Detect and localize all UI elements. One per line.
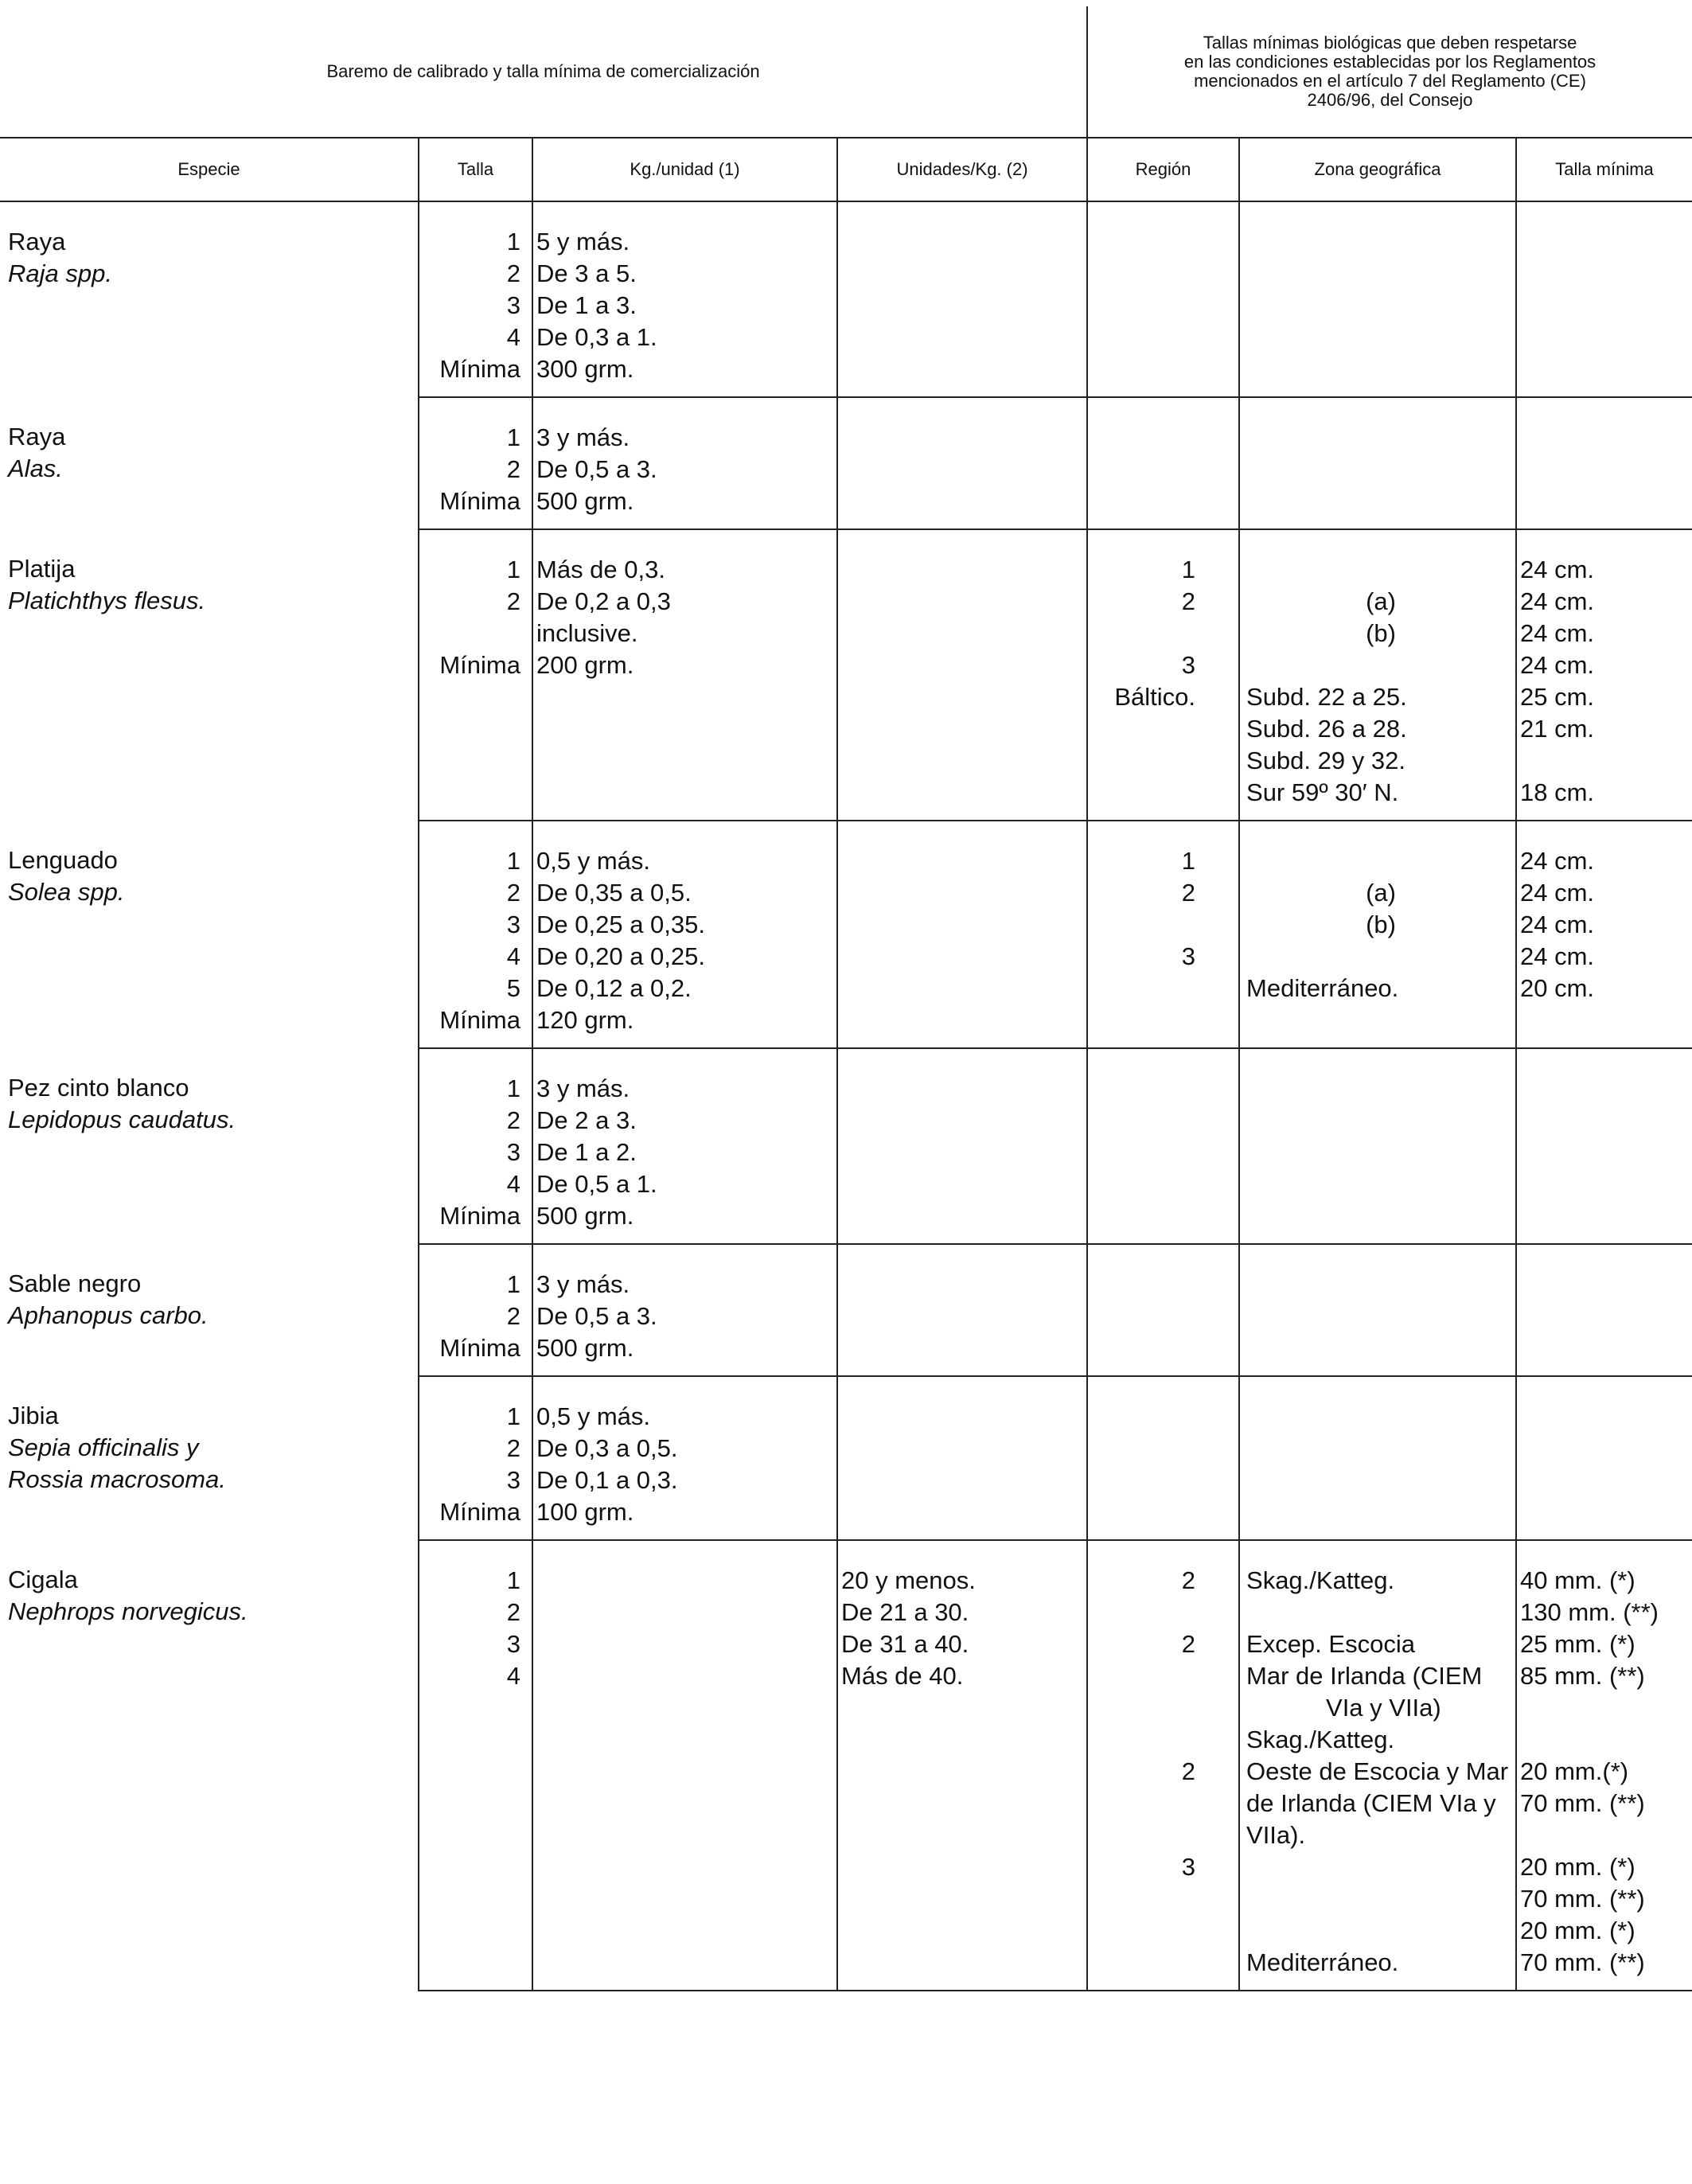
cell-region-line: [1088, 1819, 1195, 1851]
cell-talla: [419, 1540, 532, 1991]
cell-kg-unidad-line: 500 grm.: [536, 487, 634, 515]
cell-region-line: [1088, 1788, 1195, 1819]
species-common-name: Pez cinto blanco: [8, 1074, 189, 1102]
cell-zona: [1239, 201, 1516, 397]
species-scientific-name: Solea spp.: [8, 878, 125, 906]
cell-kg-unidad: [532, 201, 837, 397]
cell-kg-unidad-line: De 1 a 3.: [536, 291, 637, 319]
species-scientific-name: Sepia officinalis y: [8, 1433, 199, 1461]
cell-zona-line: (a): [1366, 587, 1396, 615]
cell-kg-unidad-line: De 0,5 a 1.: [536, 1170, 657, 1198]
species-scientific-name: Rossia macrosoma.: [8, 1465, 226, 1493]
cell-kg-unidad-line: 0,5 y más.: [536, 847, 650, 875]
cell-zona-line: Mediterráneo.: [1246, 1948, 1399, 1976]
cell-talla-line: 1: [506, 1270, 520, 1298]
cell-talla-minima-line: 130 mm. (**): [1520, 1598, 1659, 1626]
cell-unidades-kg-line: 20 y menos.: [841, 1566, 976, 1594]
species-scientific-name: Platichthys flesus.: [8, 587, 206, 614]
cell-talla-line: 1: [506, 1074, 520, 1102]
cell-talla: [419, 821, 532, 1048]
cell-talla-line: 3: [506, 291, 520, 319]
cell-kg-unidad: [532, 1048, 837, 1244]
cell-kg-unidad-line: [536, 777, 836, 809]
cell-especie: [0, 821, 419, 1048]
cell-talla-minima: [1516, 1540, 1692, 1991]
cell-region: [1087, 1048, 1239, 1244]
cell-talla-minima-line: 24 cm.: [1520, 587, 1595, 615]
cell-talla-line: [419, 681, 520, 713]
col-header-kg-unidad: Kg./unidad (1): [532, 138, 837, 201]
cell-kg-unidad-line: De 2 a 3.: [536, 1106, 637, 1134]
cell-zona-line: [1246, 554, 1515, 586]
cell-talla-minima-line: 24 cm.: [1520, 942, 1595, 970]
cell-kg-unidad: [532, 1244, 837, 1376]
cell-talla-line: [419, 618, 520, 649]
cell-unidades-kg: [837, 529, 1087, 821]
cell-talla-line: 2: [506, 879, 520, 907]
cell-region-line: [1088, 909, 1195, 941]
cell-talla-line: 1: [506, 556, 520, 583]
cell-talla-line: 5: [506, 974, 520, 1002]
cell-talla-line: 4: [506, 1170, 520, 1198]
cell-zona-line: Excep. Escocia: [1246, 1630, 1415, 1658]
cell-zona-line: Subd. 29 y 32.: [1246, 747, 1405, 774]
cell-zona-line: Skag./Katteg.: [1246, 1566, 1395, 1594]
cell-talla-minima-line: 70 mm. (**): [1520, 1948, 1645, 1976]
species-scientific-name: Lepidopus caudatus.: [8, 1106, 236, 1133]
cell-kg-unidad: [532, 821, 837, 1048]
cell-kg-unidad-line: De 0,3 a 0,5.: [536, 1434, 678, 1462]
cell-talla-line: 1: [506, 847, 520, 875]
cell-talla-line: 2: [506, 1434, 520, 1462]
cell-talla-line: 1: [506, 1566, 520, 1594]
table-row: [0, 397, 1692, 529]
cell-talla: [419, 1244, 532, 1376]
cell-kg-unidad-line: 5 y más.: [536, 228, 630, 255]
cell-kg-unidad-line: De 0,20 a 0,25.: [536, 942, 705, 970]
cell-talla-line: 4: [506, 323, 520, 351]
cell-region-line: [1088, 777, 1195, 809]
cell-kg-unidad-line: 120 grm.: [536, 1006, 634, 1034]
cell-zona: [1239, 1244, 1516, 1376]
cell-talla: [419, 201, 532, 397]
cell-region-line: 2: [1181, 1757, 1196, 1785]
cell-talla-minima-line: 20 cm.: [1520, 974, 1595, 1002]
cell-talla-minima-line: [1520, 1004, 1692, 1036]
cell-unidades-kg: [837, 1244, 1087, 1376]
cell-talla-minima: [1516, 1048, 1692, 1244]
cell-region-line: [1088, 618, 1195, 649]
cell-region: [1087, 1540, 1239, 1991]
header-row-titles: [0, 6, 1692, 138]
cell-region: [1087, 529, 1239, 821]
cell-talla-minima: [1516, 201, 1692, 397]
cell-talla-line: 2: [506, 1106, 520, 1134]
right-group-title: [1087, 6, 1692, 138]
cell-talla-minima: [1516, 1376, 1692, 1540]
cell-talla-minima-line: 24 cm.: [1520, 879, 1595, 907]
cell-region-line: 3: [1181, 651, 1196, 679]
cell-region: [1087, 1244, 1239, 1376]
cell-talla-minima-line: [1520, 1819, 1692, 1851]
table-row: [0, 1048, 1692, 1244]
cell-talla-minima: [1516, 529, 1692, 821]
table-row: [0, 1376, 1692, 1540]
cell-kg-unidad-line: De 3 a 5.: [536, 259, 637, 287]
cell-kg-unidad-line: [536, 713, 836, 745]
cell-talla-line: 3: [506, 1630, 520, 1658]
cell-talla-line: 3: [506, 911, 520, 938]
cell-talla-line: 2: [506, 455, 520, 483]
cell-especie: [0, 1540, 419, 1991]
cell-zona-line: [1246, 1851, 1515, 1883]
cell-unidades-kg-line: De 31 a 40.: [841, 1630, 969, 1658]
cell-talla-minima-line: 24 cm.: [1520, 619, 1595, 647]
cell-kg-unidad-line: De 0,5 a 3.: [536, 455, 657, 483]
cell-region-line: [1088, 1947, 1195, 1979]
cell-talla-line: 4: [506, 942, 520, 970]
table-row: [0, 529, 1692, 821]
cell-region-line: [1088, 1915, 1195, 1947]
species-common-name: Sable negro: [8, 1269, 142, 1297]
cell-region-line: [1088, 1724, 1195, 1756]
cell-zona-line: (a): [1366, 879, 1396, 907]
cell-talla-minima-line: 24 cm.: [1520, 847, 1595, 875]
col-header-especie: Especie: [0, 138, 419, 201]
species-scientific-name: Alas.: [8, 454, 63, 482]
cell-kg-unidad-line: 3 y más.: [536, 423, 630, 451]
cell-kg-unidad-line: inclusive.: [536, 619, 638, 647]
cell-zona-line: Skag./Katteg.: [1246, 1726, 1395, 1753]
cell-kg-unidad: [532, 529, 837, 821]
cell-zona-line: (b): [1366, 619, 1396, 647]
cell-talla-line: 2: [506, 587, 520, 615]
cell-talla-line: 1: [506, 423, 520, 451]
cell-zona-line: Subd. 26 a 28.: [1246, 715, 1407, 743]
cell-zona-line: [1246, 941, 1515, 973]
cell-kg-unidad: [532, 1376, 837, 1540]
right-title-line: 2406/96, del Consejo: [1307, 90, 1473, 110]
cell-zona-line: [1246, 1883, 1515, 1915]
cell-unidades-kg: [837, 1376, 1087, 1540]
cell-zona-line: Subd. 22 a 25.: [1246, 683, 1407, 711]
cell-kg-unidad-line: De 0,25 a 0,35.: [536, 911, 705, 938]
cell-talla-minima-line: 20 mm. (*): [1520, 1853, 1635, 1881]
cell-region-line: [1088, 713, 1195, 745]
species-scientific-name: Nephrops norvegicus.: [8, 1597, 248, 1625]
col-header-talla-minima: Talla mínima: [1516, 138, 1692, 201]
cell-talla-minima-line: 70 mm. (**): [1520, 1789, 1645, 1817]
cell-kg-unidad-line: 0,5 y más.: [536, 1402, 650, 1430]
cell-kg-unidad-line: De 0,1 a 0,3.: [536, 1466, 678, 1494]
cell-zona-line: Oeste de Escocia y Mar: [1246, 1757, 1509, 1785]
cell-talla-line: [419, 777, 520, 809]
cell-zona-line: (b): [1366, 911, 1396, 938]
cell-region-line: 3: [1181, 1853, 1196, 1881]
cell-especie: [0, 201, 419, 397]
cell-talla-minima: [1516, 821, 1692, 1048]
cell-talla-minima-line: [1520, 1724, 1692, 1756]
col-header-talla: Talla: [419, 138, 532, 201]
cell-zona-line: Sur 59º 30′ N.: [1246, 778, 1399, 806]
cell-talla: [419, 1048, 532, 1244]
cell-unidades-kg: [837, 821, 1087, 1048]
cell-talla-line: Mínima: [439, 1498, 520, 1526]
cell-kg-unidad-line: De 0,5 a 3.: [536, 1302, 657, 1330]
table-row: [0, 1540, 1692, 1991]
cell-unidades-kg: [837, 397, 1087, 529]
right-title-line: mencionados en el artículo 7 del Reglamento (CE): [1194, 71, 1586, 91]
cell-talla: [419, 397, 532, 529]
cell-talla-minima-line: 20 mm. (*): [1520, 1917, 1635, 1944]
cell-talla-minima-line: 24 cm.: [1520, 911, 1595, 938]
cell-kg-unidad-line: 200 grm.: [536, 651, 634, 679]
cell-especie: [0, 397, 419, 529]
cell-talla-minima-line: 25 cm.: [1520, 683, 1595, 711]
cell-kg-unidad-line: 3 y más.: [536, 1074, 630, 1102]
cell-talla-minima-line: [1520, 745, 1692, 777]
cell-zona-line: VIa y VIIa): [1326, 1694, 1441, 1722]
cell-talla-minima-line: 20 mm.(*): [1520, 1757, 1629, 1785]
cell-zona-line: [1246, 1004, 1515, 1036]
cell-kg-unidad-line: De 1 a 2.: [536, 1138, 637, 1166]
table-row: [0, 201, 1692, 397]
cell-kg-unidad: [532, 397, 837, 529]
cell-talla: [419, 1376, 532, 1540]
cell-kg-unidad-line: 500 grm.: [536, 1202, 634, 1230]
cell-talla-line: 4: [506, 1662, 520, 1690]
cell-unidades-kg: [837, 201, 1087, 397]
cell-talla-minima-line: 18 cm.: [1520, 778, 1595, 806]
cell-talla-line: Mínima: [439, 1202, 520, 1230]
cell-zona: [1239, 1376, 1516, 1540]
cell-talla-minima-line: [1520, 1692, 1692, 1724]
col-header-unidades-kg: Unidades/Kg. (2): [837, 138, 1087, 201]
cell-zona: [1239, 1048, 1516, 1244]
cell-kg-unidad-line: [536, 745, 836, 777]
cell-talla-minima-line: 24 cm.: [1520, 651, 1595, 679]
cell-unidades-kg: [837, 1048, 1087, 1244]
species-common-name: Raya: [8, 423, 66, 450]
cell-zona-line: [1246, 845, 1515, 877]
cell-especie: [0, 529, 419, 821]
cell-region: [1087, 201, 1239, 397]
cell-unidades-kg-line: Más de 40.: [841, 1662, 964, 1690]
cell-talla: [419, 529, 532, 821]
cell-unidades-kg-line: De 21 a 30.: [841, 1598, 969, 1626]
cell-talla-minima-line: 24 cm.: [1520, 556, 1595, 583]
cell-talla-minima: [1516, 1244, 1692, 1376]
cell-talla-line: 1: [506, 1402, 520, 1430]
cell-especie: [0, 1376, 419, 1540]
cell-talla-line: 3: [506, 1466, 520, 1494]
cell-region-line: [1088, 1660, 1195, 1692]
cell-region-line: 2: [1181, 1630, 1196, 1658]
cell-kg-unidad-line: [536, 681, 836, 713]
cell-talla-line: Mínima: [439, 487, 520, 515]
cell-region-line: 1: [1181, 556, 1196, 583]
cell-especie: [0, 1048, 419, 1244]
cell-unidades-kg: [837, 1540, 1087, 1991]
species-scientific-name: Aphanopus carbo.: [8, 1301, 209, 1329]
cell-kg-unidad-line: De 0,12 a 0,2.: [536, 974, 692, 1002]
cell-region-line: [1088, 1597, 1195, 1628]
cell-region-line: 1: [1181, 847, 1196, 875]
cell-kg-unidad: [532, 1540, 837, 1991]
cell-talla-line: 2: [506, 1302, 520, 1330]
cell-region-line: [1088, 1883, 1195, 1915]
cell-zona-line: VIIa).: [1246, 1821, 1306, 1849]
cell-talla-line: [419, 713, 520, 745]
regulation-table: [0, 6, 1692, 1991]
cell-talla-minima-line: 25 mm. (*): [1520, 1630, 1635, 1658]
cell-kg-unidad-line: 300 grm.: [536, 355, 634, 383]
cell-region-line: Báltico.: [1114, 683, 1196, 711]
cell-region-line: [1088, 973, 1195, 1004]
cell-zona: [1239, 529, 1516, 821]
cell-kg-unidad-line: 100 grm.: [536, 1498, 634, 1526]
cell-region-line: 2: [1181, 587, 1196, 615]
cell-zona-line: Mar de Irlanda (CIEM: [1246, 1662, 1483, 1690]
cell-zona: [1239, 1540, 1516, 1991]
cell-kg-unidad-line: De 0,2 a 0,3: [536, 587, 671, 615]
cell-kg-unidad-line: 3 y más.: [536, 1270, 630, 1298]
cell-zona-line: [1246, 649, 1515, 681]
cell-talla-line: [419, 745, 520, 777]
cell-talla-line: Mínima: [439, 355, 520, 383]
table-row: [0, 1244, 1692, 1376]
cell-talla-minima-line: 21 cm.: [1520, 715, 1595, 743]
cell-zona-line: Mediterráneo.: [1246, 974, 1399, 1002]
cell-region-line: [1088, 745, 1195, 777]
cell-talla-line: 2: [506, 259, 520, 287]
cell-zona: [1239, 397, 1516, 529]
cell-talla-minima-line: 70 mm. (**): [1520, 1885, 1645, 1913]
cell-region: [1087, 1376, 1239, 1540]
cell-kg-unidad-line: Más de 0,3.: [536, 556, 665, 583]
cell-region-line: [1088, 1692, 1195, 1724]
cell-region-line: 2: [1181, 1566, 1196, 1594]
cell-region: [1087, 397, 1239, 529]
cell-talla-line: 1: [506, 228, 520, 255]
cell-kg-unidad-line: De 0,3 a 1.: [536, 323, 657, 351]
cell-zona: [1239, 821, 1516, 1048]
cell-talla-line: Mínima: [439, 1334, 520, 1362]
cell-talla-line: Mínima: [439, 1006, 520, 1034]
right-title-line: en las condiciones establecidas por los Reglamentos: [1183, 52, 1596, 72]
left-group-title: Baremo de calibrado y talla mínima de comercialización: [0, 6, 1087, 138]
table-row: [0, 821, 1692, 1048]
cell-region: [1087, 821, 1239, 1048]
cell-talla-minima-line: 40 mm. (*): [1520, 1566, 1635, 1594]
species-common-name: Cigala: [8, 1566, 78, 1593]
cell-talla-line: Mínima: [439, 651, 520, 679]
header-row-columns: [0, 138, 1692, 201]
cell-talla-minima-line: 85 mm. (**): [1520, 1662, 1645, 1690]
species-common-name: Jibia: [8, 1402, 59, 1429]
right-title-line: Tallas mínimas biológicas que deben respetarse: [1203, 33, 1577, 53]
cell-kg-unidad-line: 500 grm.: [536, 1334, 634, 1362]
species-common-name: Lenguado: [8, 846, 118, 874]
species-common-name: Platija: [8, 555, 76, 583]
col-header-zona: Zona geográfica: [1239, 138, 1516, 201]
cell-talla-minima: [1516, 397, 1692, 529]
cell-zona-line: [1246, 1597, 1515, 1628]
cell-region-line: 2: [1181, 879, 1196, 907]
cell-especie: [0, 1244, 419, 1376]
cell-region-line: 3: [1181, 942, 1196, 970]
col-header-region: Región: [1087, 138, 1239, 201]
cell-region-line: [1088, 1004, 1195, 1036]
cell-talla-line: 2: [506, 1598, 520, 1626]
cell-zona-line: de Irlanda (CIEM VIa y: [1246, 1789, 1496, 1817]
species-common-name: Raya: [8, 228, 66, 255]
cell-zona-line: [1246, 1915, 1515, 1947]
species-scientific-name: Raja spp.: [8, 259, 112, 287]
cell-kg-unidad-line: De 0,35 a 0,5.: [536, 879, 692, 907]
cell-talla-line: 3: [506, 1138, 520, 1166]
